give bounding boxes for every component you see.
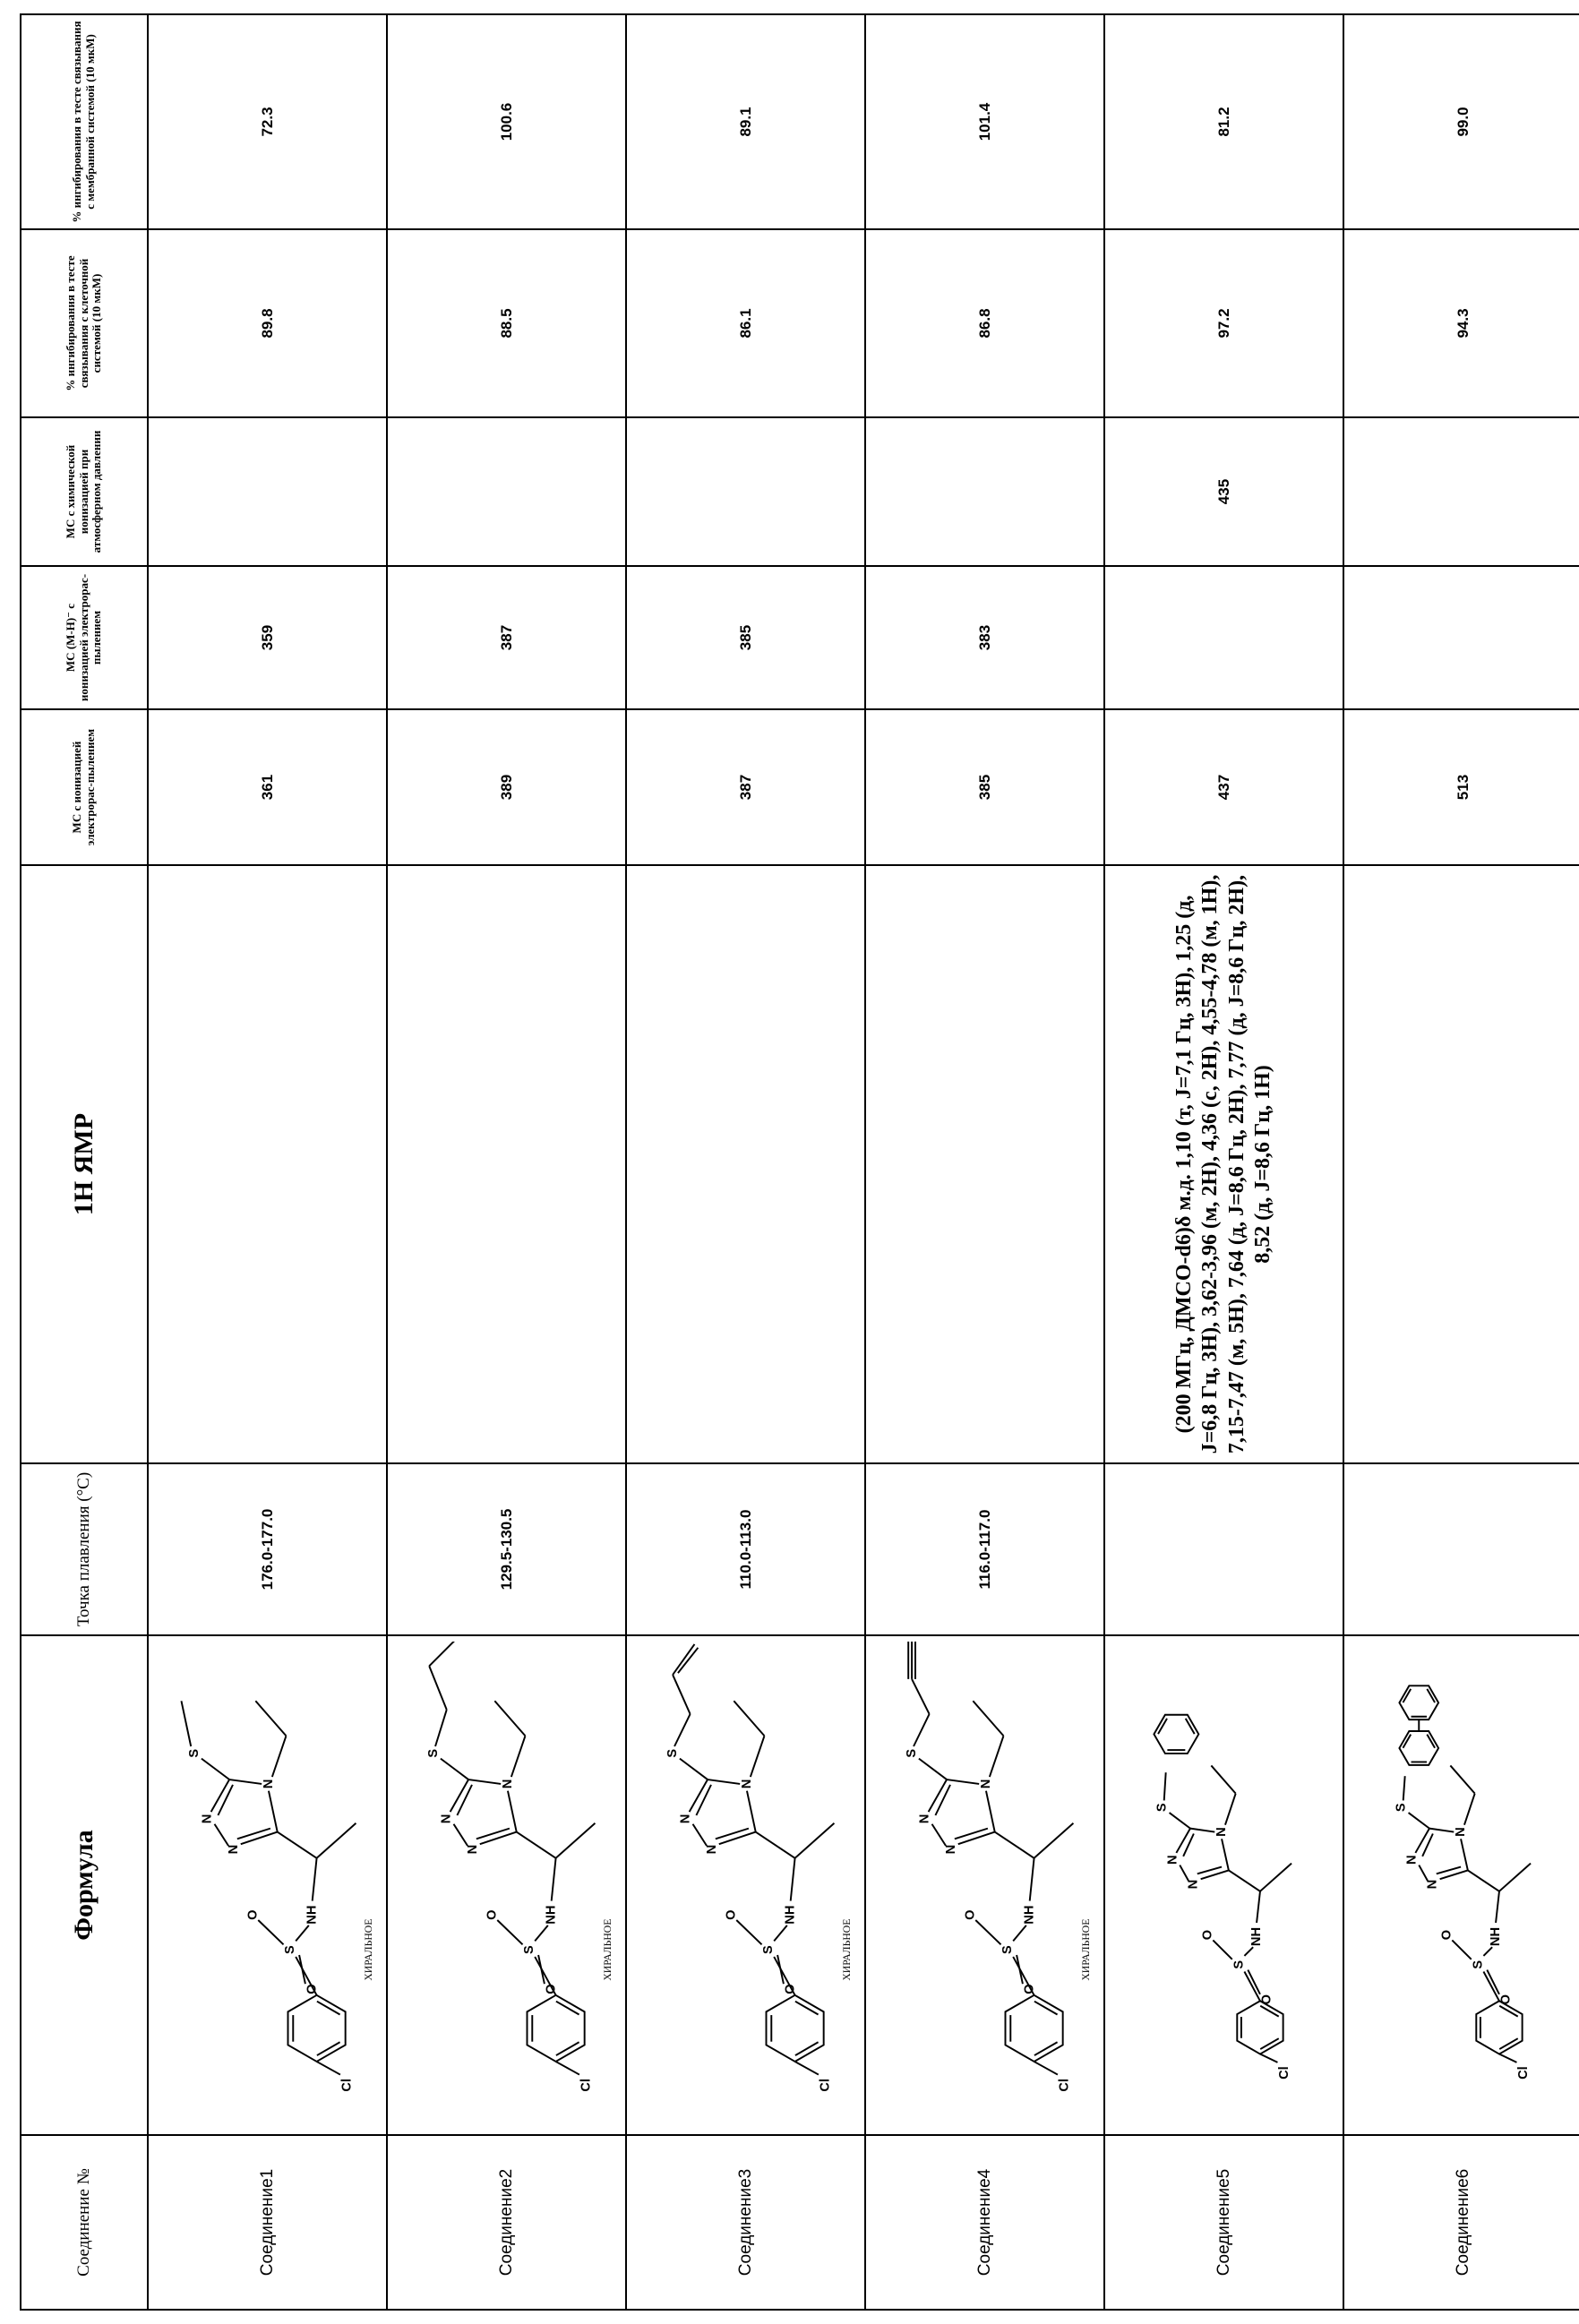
ethyl-bond <box>494 1701 525 1736</box>
ring-bond <box>1429 1829 1454 1832</box>
oxygen-atom: O <box>1499 1994 1514 2004</box>
aromatic-bond <box>317 2002 340 2015</box>
molecule <box>1154 1715 1292 2080</box>
nmr-value <box>865 865 1104 1463</box>
table-row <box>148 14 387 2310</box>
chlorophenyl-ring <box>1237 2001 1283 2054</box>
propyl-bond <box>429 1642 455 1666</box>
inhib-membrane-value: 81.2 <box>1104 14 1343 229</box>
molecule <box>665 1644 853 2092</box>
nitrogen-atom: N <box>1426 1880 1440 1890</box>
inhib-membrane-value: 101.4 <box>865 14 1104 229</box>
methyl-bond <box>795 1823 835 1858</box>
header-nmr: 1Н ЯМР <box>21 865 148 1463</box>
ms-esi-pos-value: 387 <box>626 709 865 865</box>
ethyl-bond <box>734 1701 764 1736</box>
aromatic-bond <box>1034 2042 1058 2055</box>
benzyl-bond <box>1403 1776 1405 1800</box>
methyl-bond <box>1034 1823 1074 1858</box>
c-s-bond <box>1244 1972 1260 2002</box>
ring-double-bond <box>955 1829 988 1839</box>
stereo-bond <box>552 1858 556 1901</box>
aromatic-bond <box>795 2002 819 2015</box>
ethyl-bond <box>1450 1765 1474 1793</box>
oxygen-atom: O <box>963 1909 977 1919</box>
table-row <box>1104 14 1343 2310</box>
chlorophenyl-ring <box>766 1995 823 2062</box>
melting-point-value: 129.5-130.5 <box>387 1463 626 1635</box>
inhib-cell-value: 86.8 <box>865 229 1104 417</box>
inhib-membrane-value: 100.6 <box>387 14 626 229</box>
chlorine-atom: Cl <box>1277 2066 1292 2080</box>
ms-esi-pos-value: 437 <box>1104 709 1343 865</box>
ms-apci-value: 435 <box>1104 417 1343 566</box>
sulfonyl-sulfur: S <box>1471 1960 1485 1969</box>
s-n-bond <box>296 1925 309 1942</box>
phenyl-ring <box>1154 1715 1198 1754</box>
ring-bond <box>229 1779 262 1784</box>
nh-group: NH <box>1023 1906 1037 1925</box>
thioether-sulfur: S <box>1394 1803 1409 1812</box>
stereo-bond <box>1496 1891 1499 1923</box>
nitrogen-atom: N <box>979 1779 993 1789</box>
aromatic-bond <box>1260 2006 1279 2017</box>
structure-drawing <box>391 1642 622 2129</box>
table-row <box>387 14 626 2310</box>
chiral-label: ХИРАЛЬНОЕ <box>602 1919 614 1981</box>
aromatic-bond <box>795 2042 819 2055</box>
aromatic-bond <box>317 2042 340 2055</box>
s-o-double-bond <box>736 1920 761 1944</box>
ethyl-bond <box>272 1736 287 1777</box>
inhib-cell-value: 86.1 <box>626 229 865 417</box>
ms-esi-pos-value: 389 <box>387 709 626 865</box>
ring-bond <box>932 1824 947 1846</box>
methyl-bond <box>556 1823 596 1858</box>
sulfonyl-sulfur: S <box>1231 1960 1246 1969</box>
inhib-cell-value: 89.8 <box>148 229 387 417</box>
ring-bond <box>1176 1829 1190 1853</box>
s-n-bond <box>774 1925 787 1942</box>
compound-name: Соединение3 <box>626 2135 865 2310</box>
s-o-double-bond <box>538 1955 545 1984</box>
ring-bond <box>269 1791 278 1832</box>
melting-point-value <box>1343 1463 1579 1635</box>
chlorine-atom: Cl <box>1516 2066 1531 2080</box>
inhib-cell-value: 97.2 <box>1104 229 1343 417</box>
ring-bond <box>958 1832 995 1845</box>
ring-bond <box>1415 1829 1429 1853</box>
sulfonyl-sulfur: S <box>522 1945 536 1954</box>
aromatic-bond <box>1499 2006 1518 2017</box>
ring-bond <box>747 1791 756 1832</box>
sulfonyl-sulfur: S <box>1000 1945 1015 1954</box>
ms-esi-pos-value: 513 <box>1343 709 1579 865</box>
thioether-sulfur: S <box>905 1749 919 1758</box>
stereo-bond <box>1030 1858 1034 1901</box>
ring-bond <box>1419 1865 1428 1882</box>
ring-bond <box>1180 1865 1189 1882</box>
ms-esi-neg-value <box>1104 566 1343 709</box>
s-o-double-bond <box>1213 1940 1231 1959</box>
thioether-sulfur: S <box>665 1749 680 1758</box>
chlorophenyl-ring <box>1476 2001 1522 2054</box>
s-n-bond <box>1013 1925 1026 1942</box>
table-row <box>1343 14 1579 2310</box>
ring-double-bond <box>457 1785 472 1815</box>
c-s-bond <box>1483 1972 1499 2002</box>
methyl-bond <box>1499 1864 1531 1891</box>
phenylene-ring <box>1399 1731 1438 1765</box>
header-compound-no: Соединение № <box>21 2135 148 2310</box>
nitrogen-atom: N <box>1214 1827 1229 1837</box>
c-cl-bond <box>317 2062 340 2075</box>
melting-point-value: 176.0-177.0 <box>148 1463 387 1635</box>
nh-group: NH <box>545 1906 559 1925</box>
table-row <box>626 14 865 2310</box>
chlorophenyl-ring <box>1005 1995 1062 2062</box>
c-cl-bond <box>1260 2054 1277 2062</box>
ring-bond <box>947 1779 979 1784</box>
chlorine-atom: Cl <box>819 2079 833 2092</box>
propargyl-bond <box>914 1714 930 1746</box>
oxygen-atom: O <box>245 1909 260 1919</box>
ms-esi-pos-value: 385 <box>865 709 1104 865</box>
molecule <box>905 1642 1092 2092</box>
header-formula: Формула <box>21 1635 148 2135</box>
nh-group: NH <box>784 1906 798 1925</box>
aromatic-bond <box>1499 2038 1518 2049</box>
c-c-bond <box>1229 1870 1260 1891</box>
c-cl-bond <box>1034 2062 1058 2075</box>
ring-bond <box>1222 1839 1229 1870</box>
ms-esi-neg-value: 387 <box>387 566 626 709</box>
c-s-bond <box>1409 1813 1429 1829</box>
methyl-bond <box>181 1701 191 1746</box>
inhib-membrane-value: 99.0 <box>1343 14 1579 229</box>
thioether-sulfur: S <box>426 1749 441 1758</box>
header-inhib-membrane: % ингибирования в тесте связывания с мембранной системой (10 мкМ) <box>21 14 148 229</box>
oxygen-atom: O <box>1200 1930 1214 1940</box>
header-ms-apci: МС с химической ионизацией при атмосферном давлении <box>21 417 148 566</box>
ring-bond <box>693 1824 708 1846</box>
structure-drawing <box>1348 1642 1578 2129</box>
header-row <box>21 14 148 2310</box>
sulfonyl-sulfur: S <box>283 1945 297 1954</box>
compounds-table <box>20 13 1579 2311</box>
benzyl-bond <box>1164 1772 1166 1800</box>
s-n-bond <box>1483 1947 1492 1956</box>
molecule <box>1394 1685 1531 2080</box>
ethyl-bond <box>1225 1794 1236 1825</box>
ring-bond <box>719 1832 756 1845</box>
c-s-bond <box>202 1759 229 1779</box>
propyl-bond <box>429 1666 446 1710</box>
aromatic-bond <box>1260 2038 1279 2049</box>
allyl-double-bond <box>678 1648 698 1673</box>
nitrogen-atom: N <box>501 1779 515 1789</box>
inhib-cell-value: 88.5 <box>387 229 626 417</box>
oxygen-atom: O <box>1260 1994 1274 2004</box>
inhib-membrane-value: 89.1 <box>626 14 865 229</box>
nitrogen-atom: N <box>1454 1827 1468 1837</box>
nitrogen-atom: N <box>262 1779 276 1789</box>
s-o-double-bond <box>299 1955 305 1984</box>
c-s-bond <box>1170 1813 1190 1829</box>
ring-double-bond <box>716 1829 749 1839</box>
structure-formula <box>1104 1635 1343 2135</box>
stereo-bond <box>1257 1891 1260 1923</box>
header-melting-point: Точка плавления (°С) <box>21 1463 148 1635</box>
propyl-bond <box>435 1710 447 1746</box>
s-n-bond <box>1244 1947 1253 1956</box>
structure-formula <box>1343 1635 1579 2135</box>
ethyl-bond <box>511 1736 526 1777</box>
ring-bond <box>468 1779 501 1784</box>
molecule <box>181 1701 373 2091</box>
nitrogen-atom: N <box>1187 1880 1201 1890</box>
nitrogen-atom: N <box>944 1845 958 1855</box>
chlorine-atom: Cl <box>1058 2079 1072 2092</box>
propargyl-bond <box>912 1679 929 1714</box>
nitrogen-atom: N <box>679 1814 693 1824</box>
ring-double-bond <box>935 1785 950 1815</box>
nmr-value <box>148 865 387 1463</box>
nitrogen-atom: N <box>440 1814 454 1824</box>
structure-drawing <box>1109 1642 1339 2129</box>
ms-apci-value <box>148 417 387 566</box>
oxygen-atom: O <box>784 1984 798 1994</box>
ms-apci-value <box>626 417 865 566</box>
s-o-double-bond <box>975 1920 1000 1944</box>
nmr-value <box>626 865 865 1463</box>
c-cl-bond <box>556 2062 579 2075</box>
compound-name: Соединение4 <box>865 2135 1104 2310</box>
ring-bond <box>708 1779 740 1784</box>
phenyl-ring <box>1399 1685 1438 1719</box>
nitrogen-atom: N <box>1404 1855 1419 1865</box>
c-c-bond <box>995 1832 1034 1858</box>
compound-name: Соединение1 <box>148 2135 387 2310</box>
thioether-sulfur: S <box>1155 1803 1170 1812</box>
ring-double-bond <box>696 1785 711 1815</box>
ms-apci-value <box>387 417 626 566</box>
ethyl-bond <box>751 1736 765 1777</box>
ms-esi-neg-value: 383 <box>865 566 1104 709</box>
ethyl-bond <box>255 1701 286 1736</box>
s-o-double-bond <box>258 1920 283 1944</box>
s-o-double-bond <box>1017 1955 1023 1984</box>
header-ms-esi-neg: МС (М-Н)⁻ с ионизацией электрорас-пылением <box>21 566 148 709</box>
compound-name: Соединение2 <box>387 2135 626 2310</box>
stereo-bond <box>313 1858 317 1901</box>
s-n-bond <box>535 1925 548 1942</box>
chiral-label: ХИРАЛЬНОЕ <box>1080 1919 1092 1981</box>
stereo-bond <box>791 1858 795 1901</box>
nitrogen-atom: N <box>740 1779 754 1789</box>
oxygen-atom: O <box>724 1909 738 1919</box>
allyl-bond <box>673 1675 690 1714</box>
c-c-bond <box>1468 1870 1499 1891</box>
melting-point-value: 116.0-117.0 <box>865 1463 1104 1635</box>
chlorophenyl-ring <box>287 1995 345 2062</box>
structure-drawing <box>631 1642 861 2129</box>
compound-name: Соединение5 <box>1104 2135 1343 2310</box>
ring-bond <box>1461 1839 1468 1870</box>
ring-bond <box>480 1832 517 1845</box>
ring-bond <box>1190 1829 1214 1832</box>
nh-group: NH <box>305 1906 320 1925</box>
chlorophenyl-ring <box>527 1995 584 2062</box>
structure-formula <box>865 1635 1104 2135</box>
c-s-bond <box>680 1759 708 1779</box>
inhib-membrane-value: 72.3 <box>148 14 387 229</box>
nh-group: NH <box>1489 1927 1503 1946</box>
ethyl-bond <box>990 1736 1004 1777</box>
c-s-bond <box>441 1759 468 1779</box>
ms-esi-neg-value: 359 <box>148 566 387 709</box>
nmr-value <box>387 865 626 1463</box>
nh-group: NH <box>1249 1927 1264 1946</box>
aromatic-bond <box>556 2002 579 2015</box>
oxygen-atom: O <box>305 1984 320 1994</box>
chiral-label: ХИРАЛЬНОЕ <box>841 1919 853 1981</box>
ring-bond <box>508 1791 517 1832</box>
structure-formula <box>148 1635 387 2135</box>
nitrogen-atom: N <box>466 1845 480 1855</box>
oxygen-atom: O <box>1023 1984 1037 1994</box>
nitrogen-atom: N <box>705 1845 719 1855</box>
rotated-page <box>0 0 1579 2324</box>
structure-formula <box>387 1635 626 2135</box>
nitrogen-atom: N <box>227 1845 241 1855</box>
allyl-double-bond <box>673 1644 694 1675</box>
methyl-bond <box>1260 1864 1292 1891</box>
c-c-bond <box>517 1832 556 1858</box>
oxygen-atom: O <box>1439 1930 1454 1940</box>
oxygen-atom: O <box>545 1984 559 1994</box>
aromatic-bond <box>556 2042 579 2055</box>
ms-apci-value <box>865 417 1104 566</box>
nitrogen-atom: N <box>1165 1855 1180 1865</box>
aromatic-bond <box>1034 2002 1058 2015</box>
ring-double-bond <box>218 1785 233 1815</box>
allyl-bond <box>674 1714 691 1746</box>
ring-bond <box>454 1824 468 1846</box>
melting-point-value <box>1104 1463 1343 1635</box>
table-row <box>865 14 1104 2310</box>
sulfonyl-sulfur: S <box>761 1945 776 1954</box>
chiral-label: ХИРАЛЬНОЕ <box>363 1919 374 1981</box>
s-o-double-bond <box>1452 1940 1471 1959</box>
c-c-bond <box>278 1832 317 1858</box>
ms-apci-value <box>1343 417 1579 566</box>
s-o-double-bond <box>777 1955 784 1984</box>
header-ms-esi-pos: МС с ионизацией электрорас-пылением <box>21 709 148 865</box>
ethyl-bond <box>973 1701 1003 1736</box>
inhib-cell-value: 94.3 <box>1343 229 1579 417</box>
structure-formula <box>626 1635 865 2135</box>
melting-point-value: 110.0-113.0 <box>626 1463 865 1635</box>
s-o-double-bond <box>497 1920 522 1944</box>
nmr-value: (200 МГц, ДМСО-d6)δ м.д. 1,10 (т, J=7,1 Гц, 3H), 1,25 (д, J=6,8 Гц, 3H), 3,62-3,96 (м, 2H), 4,36 (с, 2H), 4,55-4,78 (м, 1H), 7,15-7,47 (м, 5H), 7,64 (д, J=8,6 Гц, 2H), 7,77 (д, J=8,6 Гц, 2H), 8,52 (д, J=8,6 Гц, 1H) <box>1104 865 1343 1463</box>
methyl-bond <box>317 1823 356 1858</box>
oxygen-atom: O <box>485 1909 499 1919</box>
nitrogen-atom: N <box>201 1814 215 1824</box>
ethyl-bond <box>1464 1794 1475 1825</box>
c-cl-bond <box>1499 2054 1516 2062</box>
header-inhib-cell: % ингибирования в тесте связывания с клеточной системой (10 мкМ) <box>21 229 148 417</box>
thioether-sulfur: S <box>187 1749 202 1758</box>
ring-bond <box>215 1824 229 1846</box>
ring-double-bond <box>476 1829 510 1839</box>
ring-bond <box>241 1832 278 1845</box>
structure-drawing <box>870 1642 1100 2129</box>
ms-esi-pos-value: 361 <box>148 709 387 865</box>
structure-drawing <box>152 1642 382 2129</box>
ethyl-bond <box>1211 1765 1235 1793</box>
c-cl-bond <box>795 2062 819 2075</box>
chlorine-atom: Cl <box>579 2079 594 2092</box>
compound-name: Соединение6 <box>1343 2135 1579 2310</box>
chlorine-atom: Cl <box>340 2079 355 2092</box>
c-s-bond <box>919 1759 947 1779</box>
molecule <box>426 1642 614 2092</box>
nmr-value <box>1343 865 1579 1463</box>
ms-esi-neg-value <box>1343 566 1579 709</box>
ring-double-bond <box>237 1829 270 1839</box>
c-c-bond <box>756 1832 795 1858</box>
ring-bond <box>986 1791 995 1832</box>
ms-esi-neg-value: 385 <box>626 566 865 709</box>
nitrogen-atom: N <box>918 1814 932 1824</box>
